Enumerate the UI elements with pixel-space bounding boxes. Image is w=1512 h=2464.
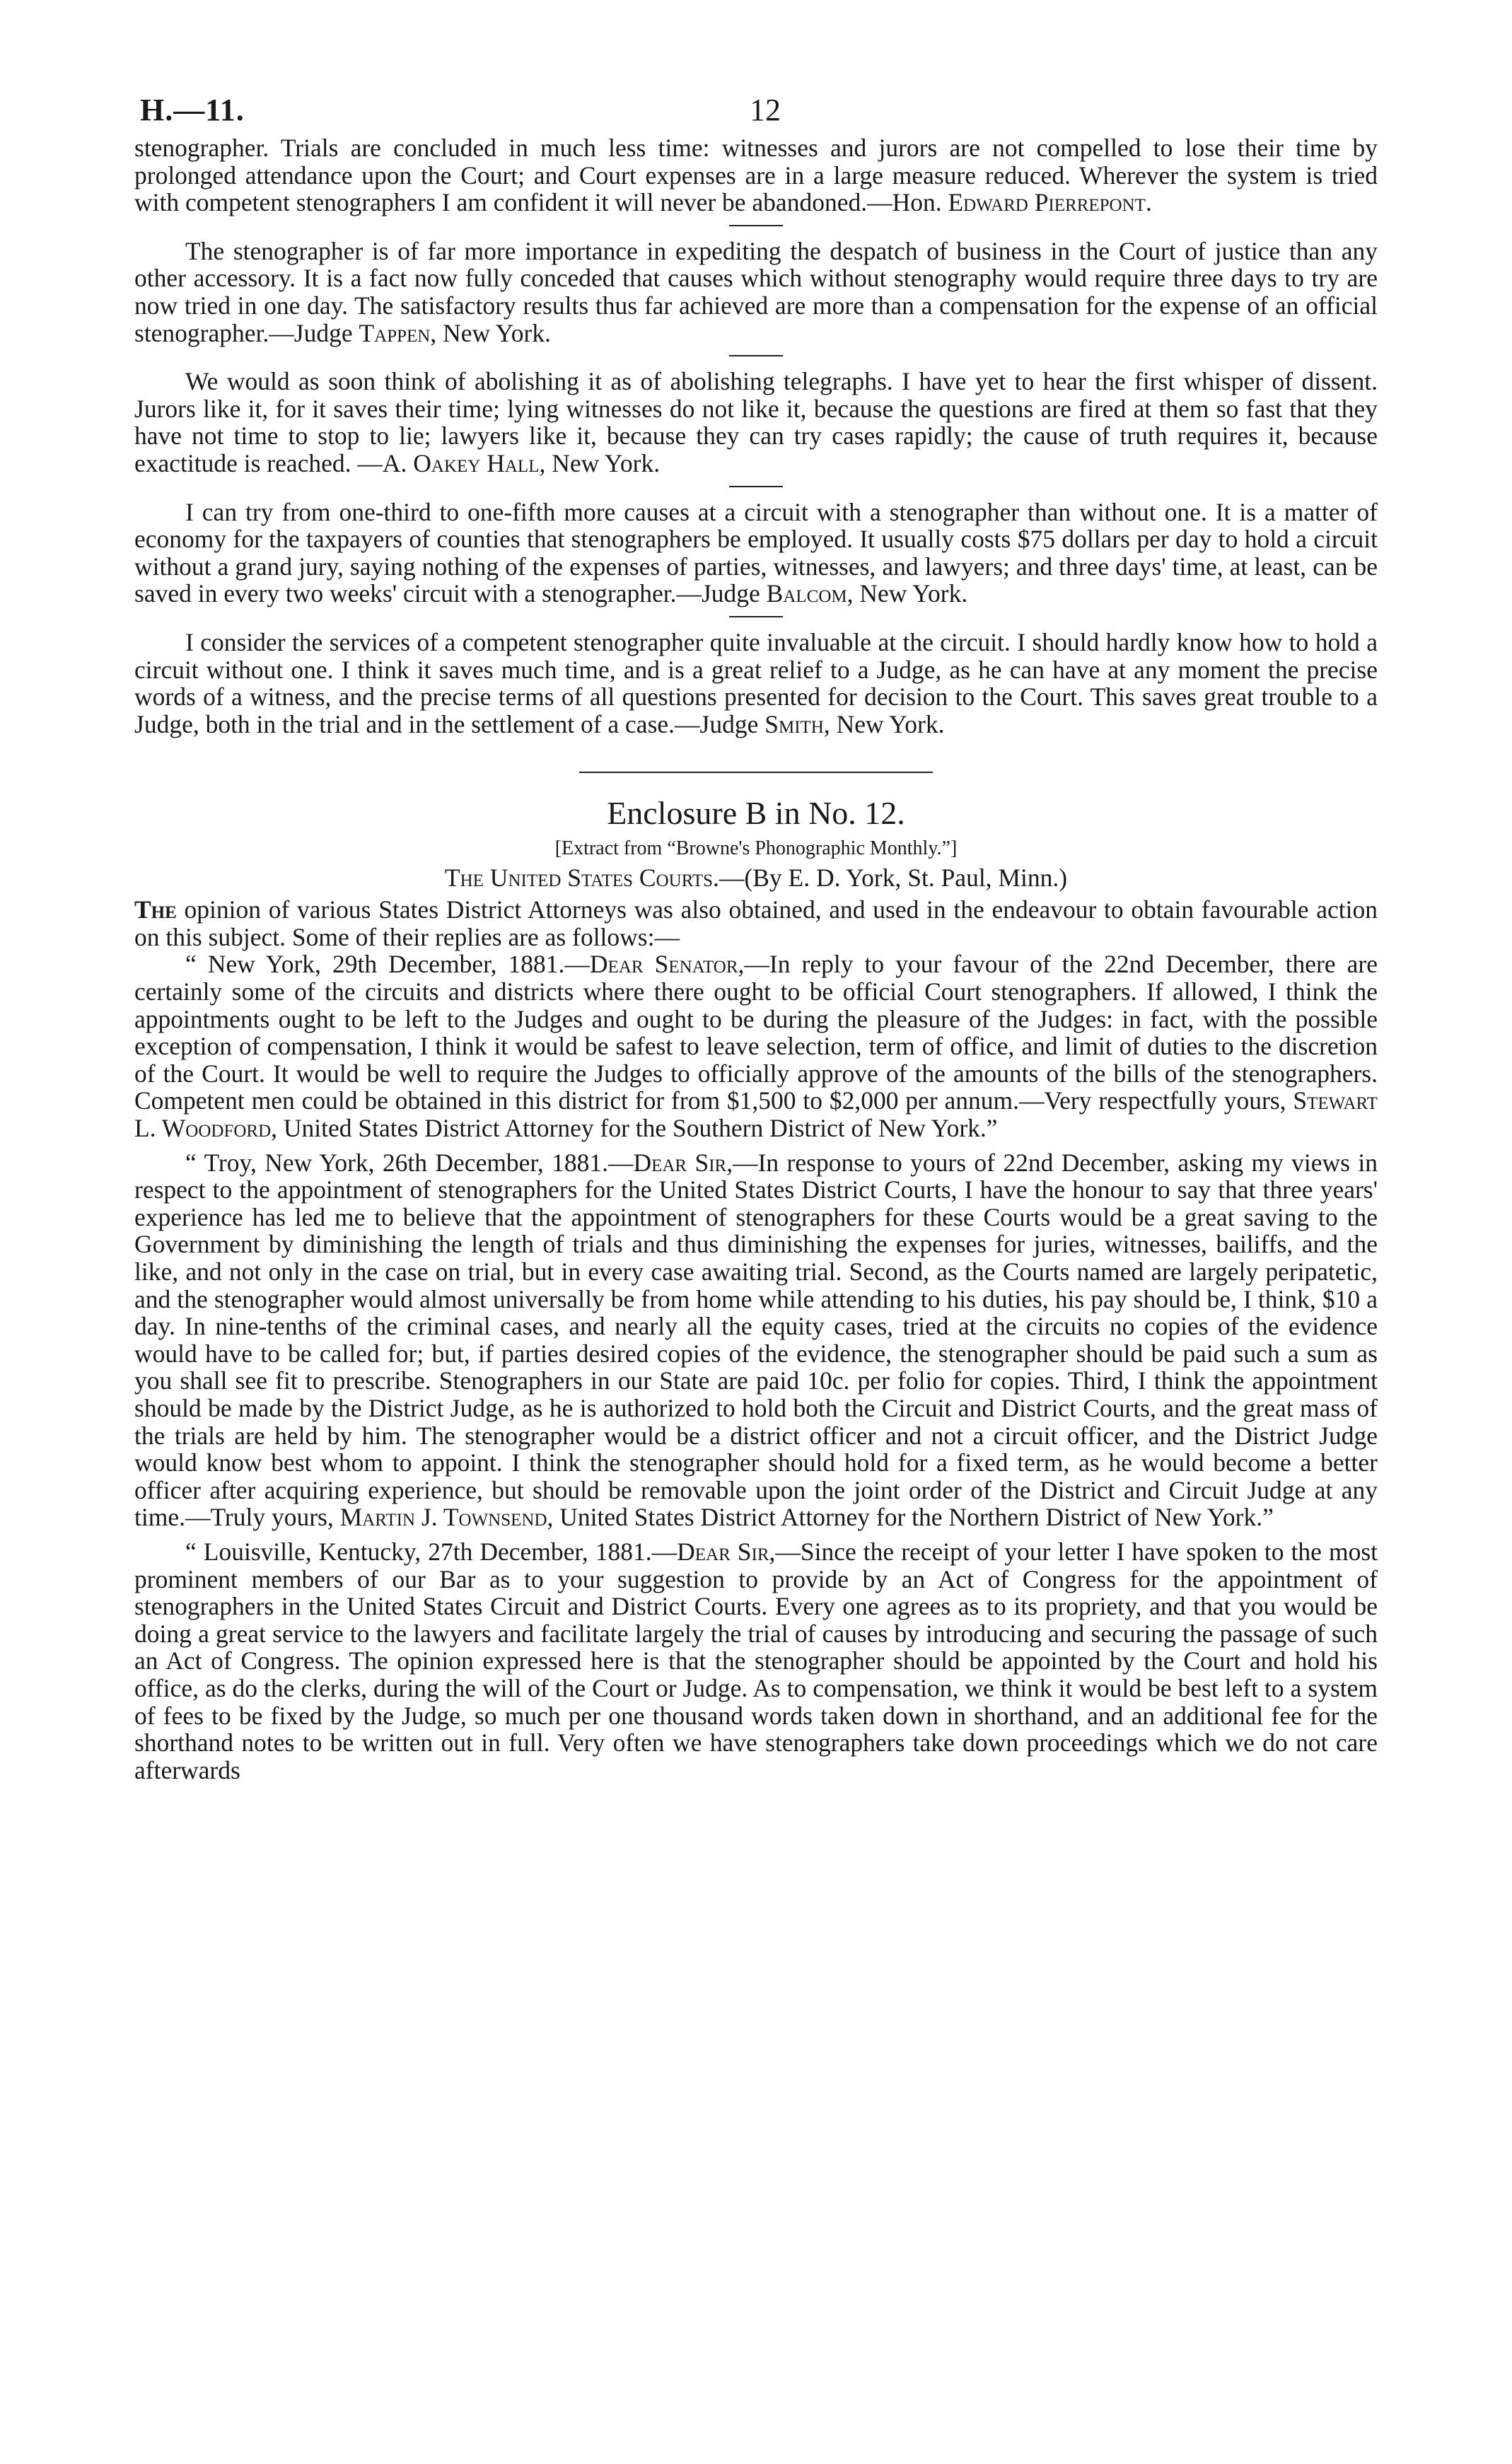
separator-rule [729, 616, 783, 617]
letter-salutation: Dear Sir [633, 1148, 727, 1177]
enclosure-intro: The opinion of various States District Attorneys was also obtained, and used in the endeavour to obtain favourable action on this subject. Some of their replies are as follows:— [134, 895, 1378, 951]
document-page [134, 92, 1378, 1784]
document-id: H.—11. [140, 93, 245, 127]
testimonial-author: Edward Pierrepont [948, 188, 1146, 217]
letter-salutation: Dear Senator [589, 950, 738, 979]
testimonial-pierrepont: stenographer. Trials are concluded in much less time: witnesses and jurors are not compelled to lose their time by prolonged attendance upon the Court; and Court expenses are in a large measure reduced. Wherever the system is tried with competent stenographers I am confident it will never be abandoned.—Hon. Edward Pierrepont. [134, 134, 1378, 217]
testimonial-balcom: I can try from one-third to one-fifth more causes at a circuit with a stenographer than without one. It is a matter of economy for the taxpayers of counties that stenographers be employed. It usually costs $75 dollars per day to hold a circuit without a grand jury, saying nothing of the expenses of parties, witnesses, and lawyers; and three days' time, at least, can be saved in every two weeks' circuit with a stenographer.—Judge Balcom, New York. [134, 497, 1378, 608]
section-divider [579, 772, 933, 773]
letter-salutation: Dear Sir [677, 1537, 769, 1566]
testimonial-author: Tappen [359, 318, 431, 347]
separator-rule [729, 486, 783, 487]
testimonial-author: Oakey Hall [413, 448, 540, 477]
testimonial-hall: We would as soon think of abolishing it as of abolishing telegraphs. I have yet to hear the first whisper of dissent. Jurors like it, for it saves their time; lying witnesses do not like it, because the questions are fired at them so fast that they have not time to stop to lie; lawyers like it, because they can try cases rapidly; the cause of truth requires it, because exactitude is reached. —A. Oakey Hall, New York. [134, 367, 1378, 477]
testimonial-author: Balcom [766, 579, 847, 608]
page-number: 12 [750, 93, 781, 127]
separator-rule [729, 225, 783, 226]
testimonial-smith: I consider the services of a competent stenographer quite invaluable at the circuit. I should hardly know how to hold a circuit without one. I think it saves much time, and is a great relief to a Judge, as he can have at any moment the precise words of a witness, and the precise terms of all questions presented for decision to the Court. This saves great trouble to a Judge, both in the trial and in the settlement of a case.—Judge Smith, New York. [134, 627, 1378, 738]
letter-troy: “ Troy, New York, 26th December, 1881.—Dear Sir,—In response to yours of 22nd December, asking my views in respect to the appointment of stenographers for the United States District Courts, I have the honour to say that three years' experience has led me to believe that the appointment of stenographers for these Courts would be a great saving to the Government by diminishing the length of trials and thus diminishing the expenses for juries, witnesses, bailiffs, and the like, and not only in the case on trial, but in every case awaiting trial. Second, as the Courts named are largely peripatetic, and the stenographer would almost universally be from home while attending to his duties, his pay should be, I think, $10 a day. In nine-tenths of the criminal cases, and nearly all the equity cases, tried at the circuits no copies of the evidence would have to be called for; but, if parties desired copies of the evidence, the stenographer should be paid such a sum as you shall see fit to prescribe. Stenographers in our State are paid 10c. per folio for copies. Third, I think the appointment should be made by the District Judge, as he is authorized to hold both the Circuit and District Courts, and the great mass of the trials are held by him. The stenographer would be a district officer and not a circuit officer, and the District Judge would know best whom to appoint. I think the stenographer should hold for a fixed term, as he would become a better officer after acquiring experience, but should be removable upon the joint order of the District and Circuit Judge at any time.—Truly yours, Martin J. Townsend, United States District Attorney for the Northern District of New York.” [134, 1148, 1378, 1532]
letter-new-york: “ New York, 29th December, 1881.—Dear Senator,—In reply to your favour of the 22nd December, there are certainly some of the circuits and districts where there ought to be official Court stenographers. If allowed, I think the appointments ought to be left to the Judges and ought to be during the pleasure of the Judges: in fact, with the possible exception of compensation, I think it would be safest to leave selection, term of office, and limit of duties to the discretion of the Court. It would be well to require the Judges to officially approve of the amounts of the bills of the stenographers. Competent men could be obtained in this district for from $1,500 to $2,000 per annum.—Very respectfully yours, Stewart L. Woodford, United States District Attorney for the Southern District of New York.” [134, 950, 1378, 1143]
letter-signatory: Martin J. Townsend [339, 1503, 547, 1532]
extract-note: [Extract from “Browne's Phonographic Monthly.”] [554, 837, 958, 860]
letter-louisville: “ Louisville, Kentucky, 27th December, 1881.—Dear Sir,—Since the receipt of your letter I have spoken to the most prominent members of our Bar as to your suggestion to provide by an Act of Congress for the appointment of stenographers in the United States Circuit and District Courts. Every one agrees as to its propriety, and that you would be doing a great service to the lawyers and facilitate largely the trial of causes by introducing and securing the passage of such an Act of Congress. The opinion expressed here is that the stenographer should be appointed by the Court and hold his office, as do the clerks, during the will of the Court or Judge. As to compensation, we think it would be best left to a system of fees to be fixed by the Judge, so much per one thousand words taken down in shorthand, and an additional fee for the shorthand notes to be written out in full. Very often we have stenographers take down proceedings which we do not care afterwards [134, 1537, 1378, 1784]
enclosure-title: Enclosure B in No. 12. [607, 795, 905, 832]
separator-rule [729, 355, 783, 356]
letter-signatory: Stewart L. Woodford [134, 1086, 1378, 1143]
testimonial-tappen: The stenographer is of far more importance in expediting the despatch of business in the Court of justice than any other accessory. It is a fact now fully conceded that causes which without stenography would require three days to try are now tried in one day. The satisfactory results thus far achieved are more than a compensation for the expense of an official stenographer.—Judge Tappen, New York. [134, 236, 1378, 347]
page-header [134, 92, 1378, 134]
testimonial-author: Smith [764, 709, 824, 738]
section-heading: The United States Courts.—(By E. D. York, St. Paul, Minn.) [444, 864, 1068, 893]
